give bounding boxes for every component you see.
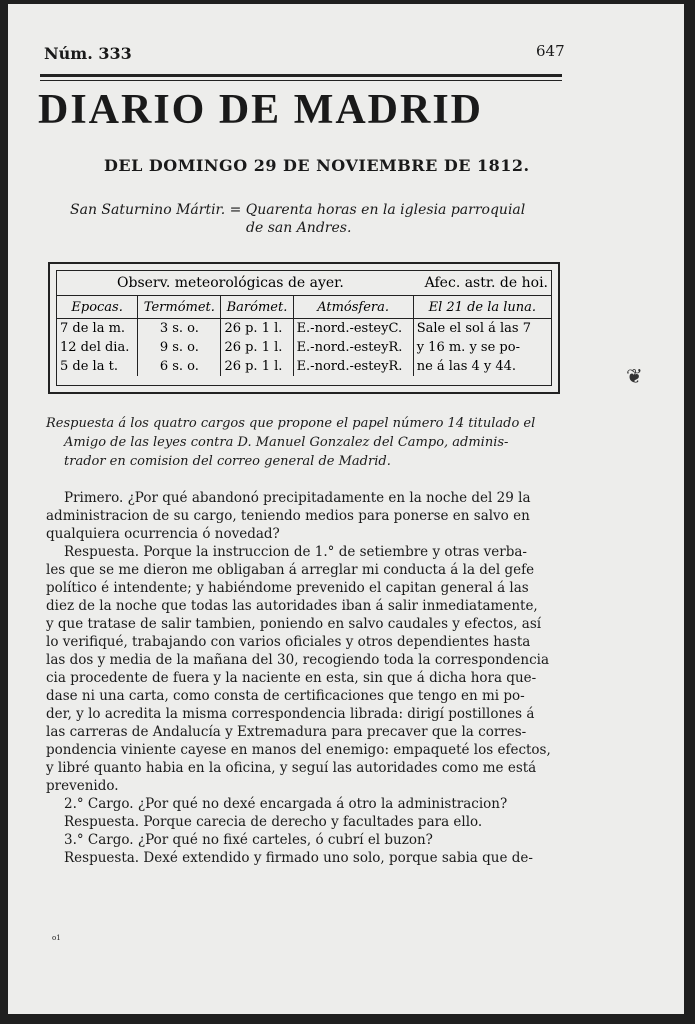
- body-line: Respuesta. Porque la instruccion de 1.° de setiembre y otras verba-: [64, 544, 527, 560]
- cell: Sale el sol á las 7: [416, 321, 531, 336]
- body-line: 3.° Cargo. ¿Por qué no fixé carteles, ó cubrí el buzon?: [64, 832, 433, 848]
- body-line: dase ni una carta, como consta de certificaciones que tengo en mi po-: [46, 688, 525, 704]
- page-number: 647: [536, 42, 565, 60]
- cell: 7 de la m.: [57, 319, 138, 339]
- cell: E.-nord.-esteyC.: [293, 319, 413, 339]
- weather-table: [48, 262, 560, 394]
- body-line: cia procedente de fuera y la naciente en esta, sin que á dicha hora que-: [46, 670, 537, 686]
- cell: 3 s. o.: [138, 319, 221, 339]
- body-line: político é intendente; y habiéndome prevenido el capitan general á las: [46, 580, 529, 596]
- cell: E.-nord.-esteyR.: [293, 357, 413, 376]
- cell: 6 s. o.: [138, 357, 221, 376]
- cell: 12 del dia.: [57, 338, 138, 357]
- body-line: las dos y media de la mañana del 30, recogiendo toda la correspondencia: [46, 652, 550, 668]
- table-row: [57, 319, 551, 339]
- body-line: diez de la noche que todas las autoridades iban á salir inmediatamente,: [46, 598, 538, 614]
- body-line: der, y lo acredita la misma correspondencia librada: dirigí postillones á: [46, 706, 535, 722]
- col-barometro: Barómet.: [221, 296, 293, 319]
- table-row: [57, 357, 551, 376]
- body-line: qualquiera ocurrencia ó novedad?: [46, 526, 280, 542]
- newspaper-page: [8, 4, 684, 1014]
- masthead-title: DIARIO DE MADRID: [38, 87, 484, 133]
- saints-line-2: de san Andres.: [246, 220, 352, 236]
- body-line: y libré quanto habia en la oficina, y seguí las autoridades como me está: [46, 760, 537, 776]
- dateline: DEL DOMINGO 29 DE NOVIEMBRE DE 1812.: [104, 156, 530, 175]
- saints-line-1: San Saturnino Mártir. = Quarenta horas en la iglesia parroquial: [70, 202, 526, 218]
- cell: y 16 m. y se po-: [416, 340, 520, 355]
- col-epocas: Epocas.: [57, 296, 138, 319]
- masthead-rule-thin: [40, 80, 562, 81]
- cell: E.-nord.-esteyR.: [293, 338, 413, 357]
- cell: 26 p. 1 l.: [221, 338, 293, 357]
- weather-title: Observ. meteorológicas de ayer.: [57, 271, 413, 296]
- body-line: les que se me dieron me obligaban á arreglar mi conducta á la del gefe: [46, 562, 535, 578]
- col-luna: El 21 de la luna.: [413, 296, 551, 319]
- body-line: 2.° Cargo. ¿Por qué no dexé encargada á otro la administracion?: [64, 796, 508, 812]
- body-line: Primero. ¿Por qué abandonó precipitadamente en la noche del 29 la: [64, 490, 531, 506]
- cell: ne á las 4 y 44.: [416, 359, 517, 374]
- cell: 26 p. 1 l.: [221, 319, 293, 339]
- body-line: pondencia viniente cayese en manos del enemigo: empaqueté los efectos,: [46, 742, 551, 758]
- cell: 5 de la t.: [57, 357, 138, 376]
- body-line: las carreras de Andalucía y Extremadura para precaver que la corres-: [46, 724, 527, 740]
- margin-mark: o1: [52, 934, 61, 942]
- ink-blot-icon: ❦: [626, 364, 643, 388]
- article-heading-line: Respuesta á los quatro cargos que propone el papel número 14 titulado el: [46, 416, 536, 431]
- body-line: administracion de su cargo, teniendo medios para ponerse en salvo en: [46, 508, 530, 524]
- article-heading-line: Amigo de las leyes contra D. Manuel Gonzalez del Campo, adminis-: [64, 435, 509, 450]
- col-atmosfera: Atmósfera.: [293, 296, 413, 319]
- body-line: lo verifiqué, trabajando con varios oficiales y otros dependientes hasta: [46, 634, 531, 650]
- cell: 9 s. o.: [138, 338, 221, 357]
- col-termometro: Termómet.: [138, 296, 221, 319]
- astro-title: Afec. astr. de hoi.: [413, 271, 551, 296]
- body-line: Respuesta. Porque carecia de derecho y facultades para ello.: [64, 814, 483, 830]
- body-line: prevenido.: [46, 778, 119, 794]
- article-heading-line: trador en comision del correo general de Madrid.: [64, 454, 391, 469]
- body-line: y que tratase de salir tambien, poniendo en salvo caudales y efectos, así: [46, 616, 542, 632]
- issue-number: Núm. 333: [44, 44, 132, 63]
- table-row: [57, 338, 551, 357]
- cell: 26 p. 1 l.: [221, 357, 293, 376]
- body-line: Respuesta. Dexé extendido y firmado uno solo, porque sabia que de-: [64, 850, 533, 866]
- masthead-rule-thick: [40, 74, 562, 77]
